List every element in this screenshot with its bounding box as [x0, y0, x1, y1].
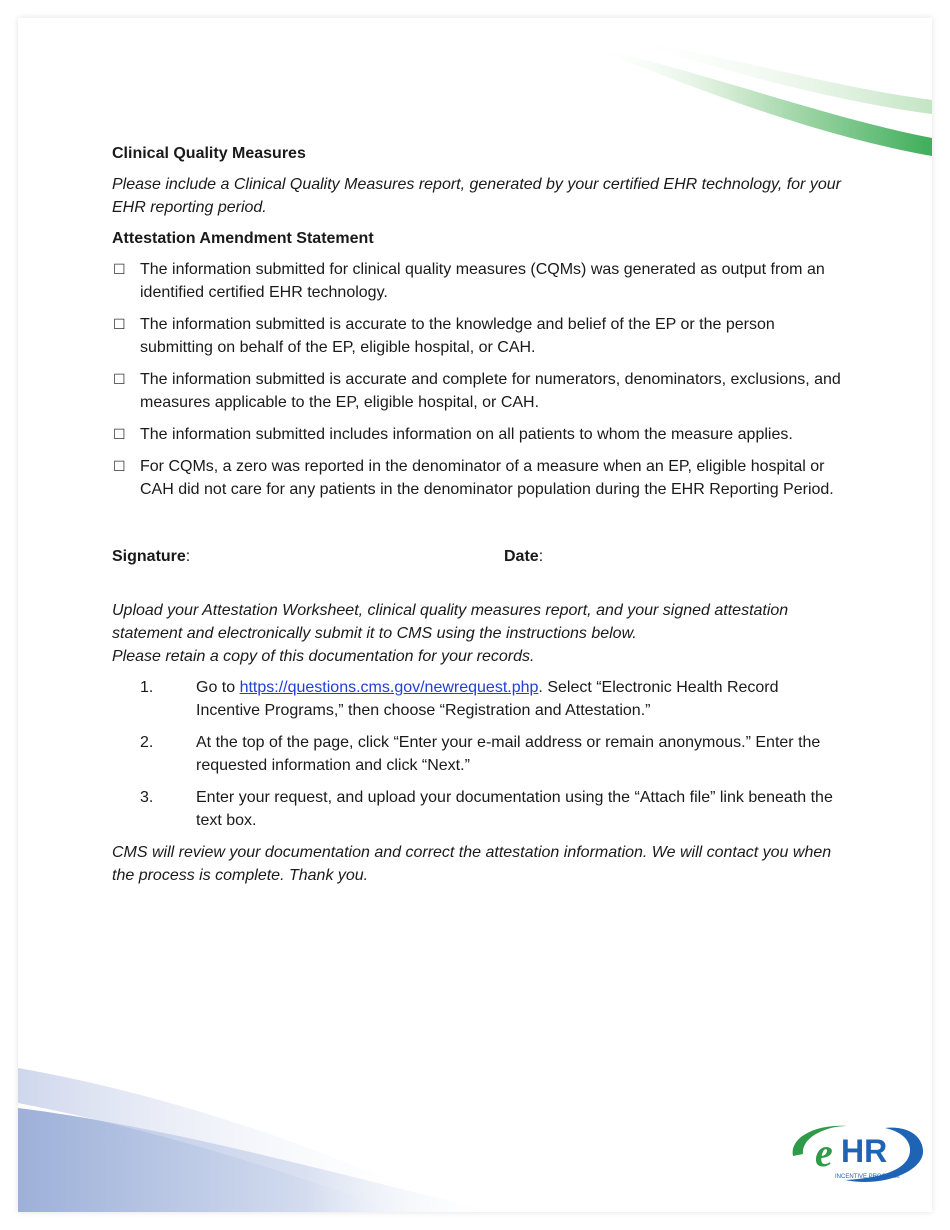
- upload-instruction-line: Upload your Attestation Worksheet, clinical quality measures report, and your signed attestation statement and electronically submit it to CMS using the instructions below.: [112, 602, 789, 642]
- checklist-item-text: The information submitted is accurate and complete for numerators, denominators, exclusions, and measures applicable to the EP, eligible hospital, or CAH.: [140, 371, 841, 411]
- submission-steps: [112, 676, 842, 832]
- signature-colon: :: [185, 548, 191, 565]
- step-item: [112, 676, 842, 722]
- svg-text:HR: HR: [841, 1133, 888, 1169]
- cqm-heading: Clinical Quality Measures: [112, 145, 306, 162]
- step-item: [112, 786, 842, 832]
- checklist-item-text: For CQMs, a zero was reported in the denominator of a measure when an EP, eligible hospital or CAH did not care for any patients in the denominator population during the EHR Reporting Period.: [140, 458, 834, 498]
- svg-text:e: e: [815, 1130, 833, 1175]
- checkbox[interactable]: ☐: [113, 426, 126, 442]
- document-page: [18, 18, 932, 1212]
- step-item: [112, 731, 842, 777]
- checkbox[interactable]: ☐: [113, 458, 126, 474]
- step-number: 1.: [140, 679, 154, 696]
- checklist-item-text: The information submitted includes information on all patients to whom the measure applies.: [140, 426, 793, 443]
- step-text-post: . Select “Electronic Health Record Incentive Programs,” then choose “Registration and Attestation.”: [196, 679, 779, 719]
- ehr-logo-icon: [785, 1118, 925, 1188]
- step-text: At the top of the page, click “Enter your e-mail address or remain anonymous.” Enter the requested information and click “Next.”: [196, 734, 821, 774]
- checklist-item-text: The information submitted for clinical quality measures (CQMs) was generated as output from an identified certified EHR technology.: [140, 261, 825, 301]
- step-text-pre: Go to: [196, 679, 240, 696]
- step-number: 2.: [140, 734, 154, 751]
- checklist-item: [112, 455, 842, 501]
- logo-caption: INCENTIVE PROGRAM: [835, 1174, 900, 1180]
- checklist-item: [112, 313, 842, 359]
- cqm-instruction: Please include a Clinical Quality Measures report, generated by your certified EHR technology, for your EHR reporting period.: [112, 176, 841, 216]
- step-text: Enter your request, and upload your documentation using the “Attach file” link beneath the text box.: [196, 789, 833, 829]
- date-field[interactable]: [504, 545, 543, 568]
- checklist-item: [112, 258, 842, 304]
- step-number: 3.: [140, 789, 154, 806]
- retain-copy-line: Please retain a copy of this documentation for your records.: [112, 648, 535, 665]
- checklist-item-text: The information submitted is accurate to the knowledge and belief of the EP or the person submitting on behalf of the EP, eligible hospital, or CAH.: [140, 316, 775, 356]
- upload-instructions: [112, 599, 842, 668]
- step-text: [196, 676, 842, 722]
- closing-statement: CMS will review your documentation and correct the attestation information. We will contact you when the process is complete. Thank you.: [112, 844, 832, 884]
- checklist-item: [112, 423, 842, 446]
- checkbox[interactable]: ☐: [113, 371, 126, 387]
- attestation-checklist: [112, 258, 842, 501]
- checklist-item: [112, 368, 842, 414]
- signature-field[interactable]: [112, 545, 190, 568]
- checkbox[interactable]: ☐: [113, 316, 126, 332]
- signature-row: [112, 545, 842, 569]
- checkbox[interactable]: ☐: [113, 261, 126, 277]
- attestation-heading: Attestation Amendment Statement: [112, 230, 374, 247]
- signature-label: Signature: [112, 548, 186, 565]
- cms-request-link[interactable]: https://questions.cms.gov/newrequest.php: [239, 679, 539, 696]
- document-body: [112, 142, 842, 887]
- date-label: Date: [504, 548, 539, 565]
- date-colon: :: [538, 548, 544, 565]
